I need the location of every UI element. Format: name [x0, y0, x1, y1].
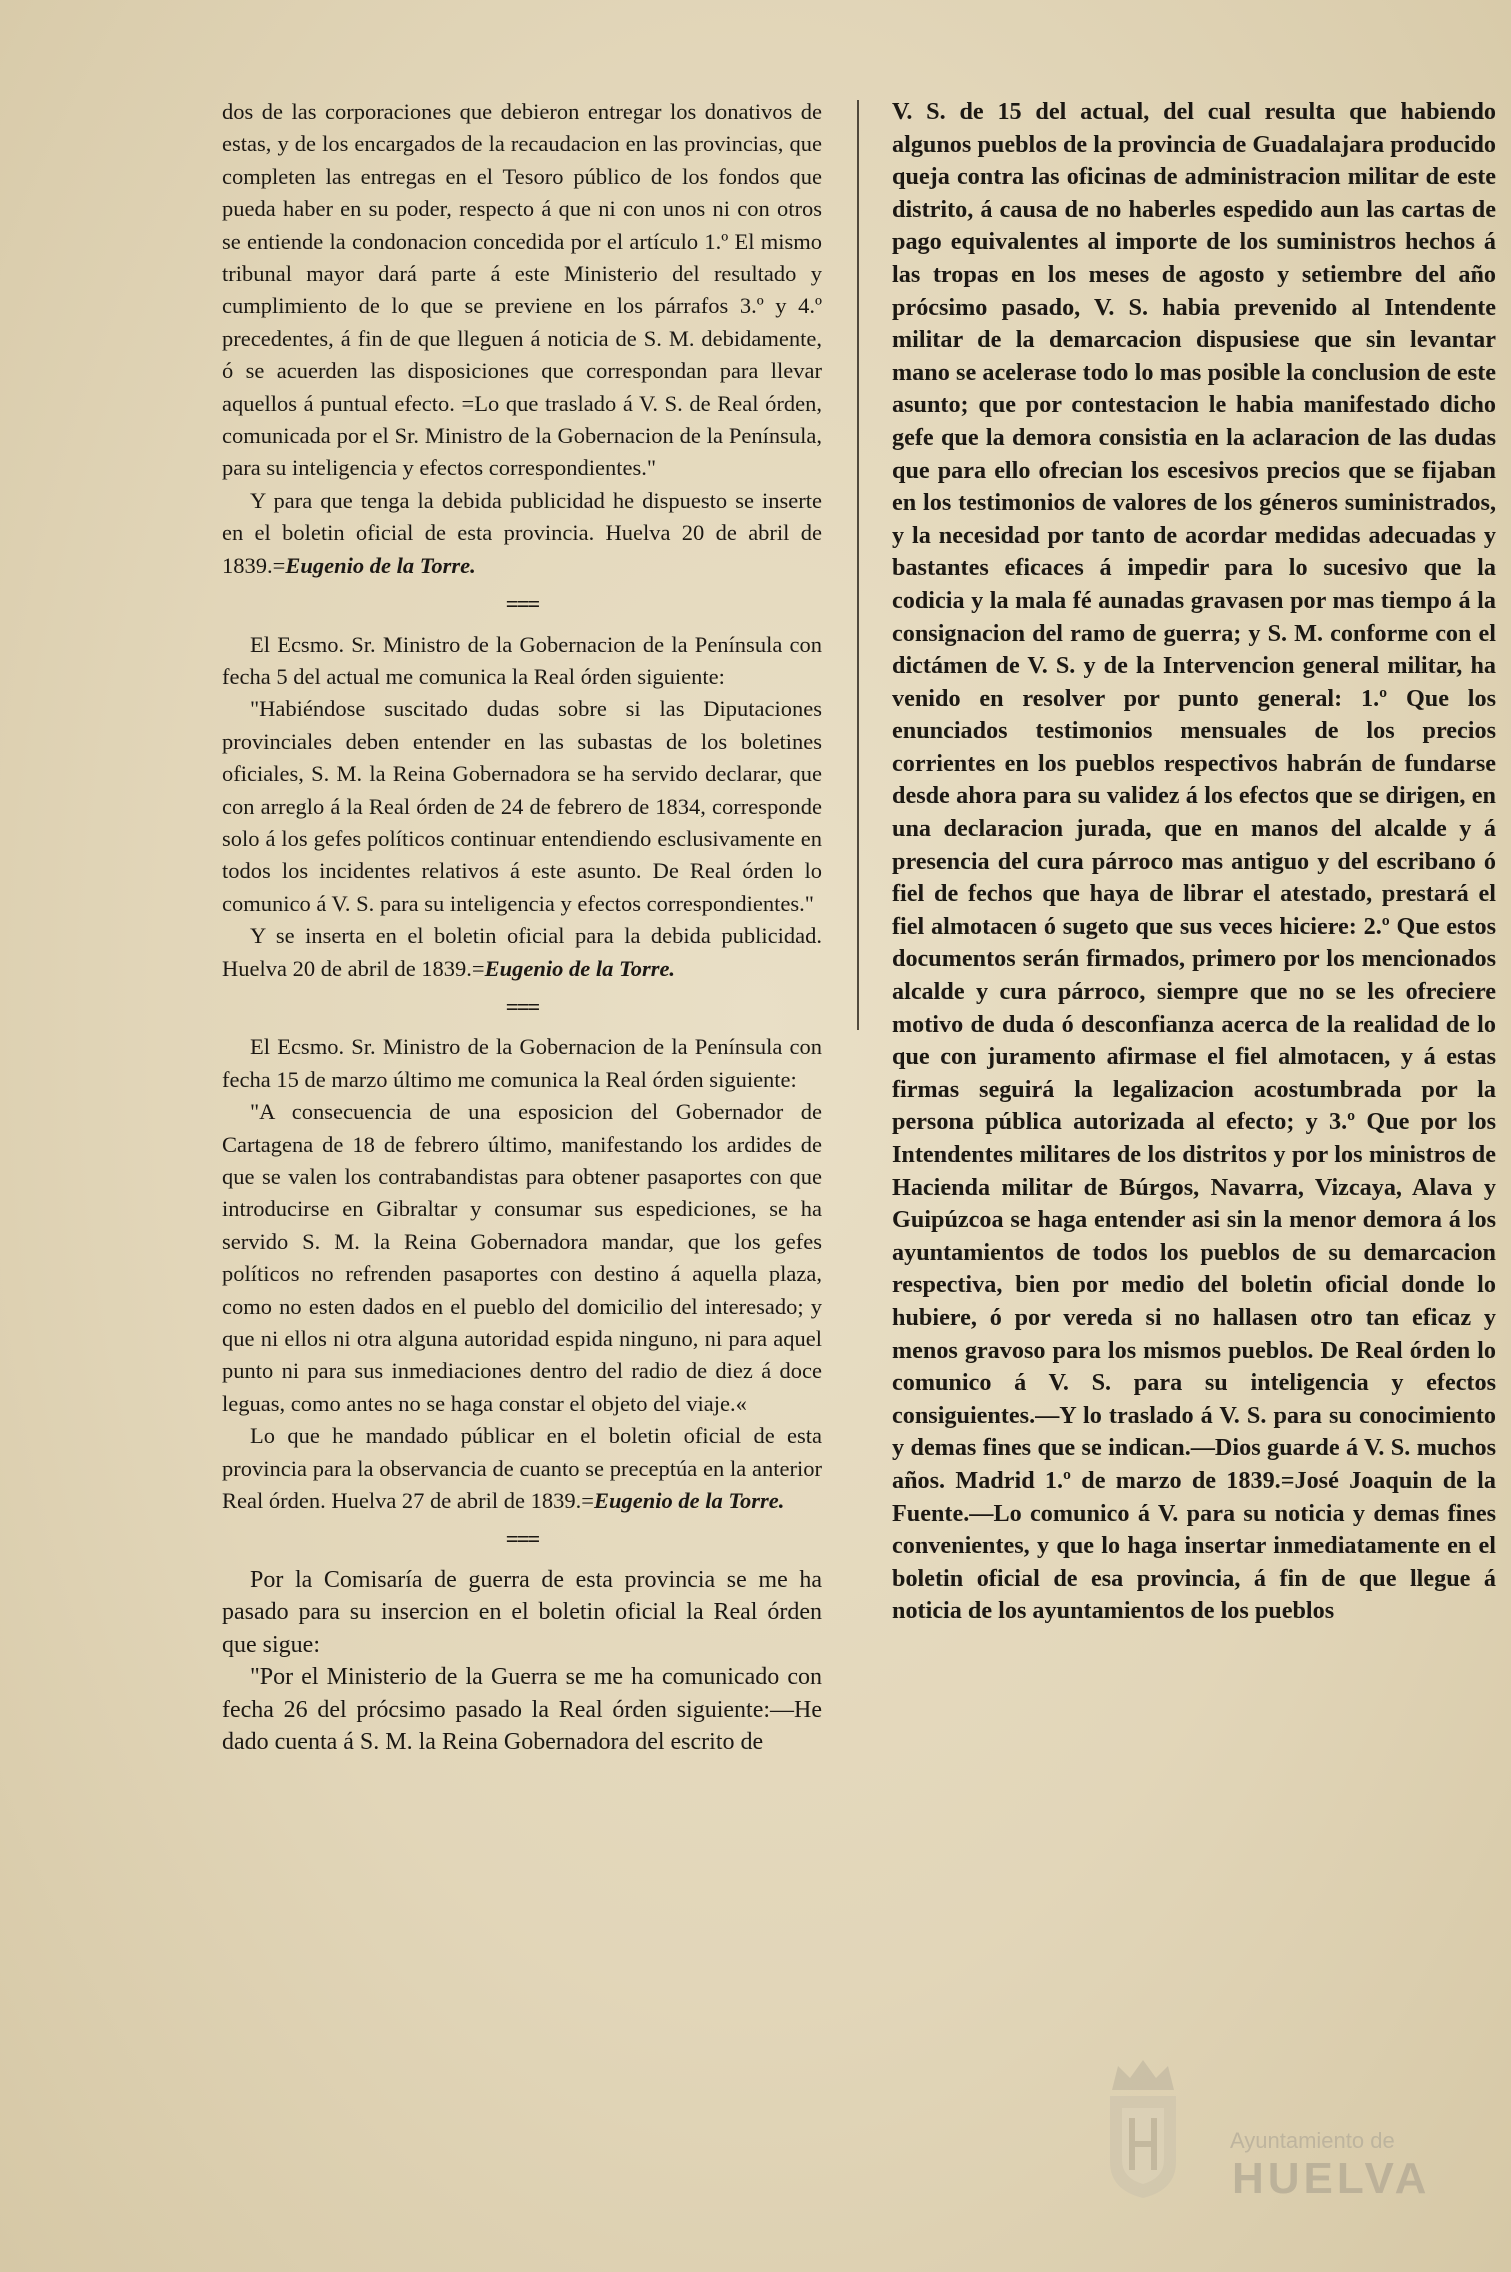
column-rule: [857, 100, 859, 1030]
right-column: [892, 96, 1496, 1628]
closing-paragraph: [222, 1420, 822, 1517]
order-intro: Por la Comisaría de guerra de esta provincia se me ha pasado para su insercion en el boletin oficial la Real órden que sigue:: [222, 1566, 822, 1658]
right-column-text: V. S. de 15 del actual, del cual resulta que habiendo algunos pueblos de la provincia de Guadalajara producido queja contra las oficinas de administracion militar de este distrito, á causa de no haberles espedido aun las cartas de pago equivalentes al importe de los suministros hechos á las tropas en los meses de agosto y setiembre del año prócsimo pasado, V. S. habia prevenido al Intendente militar de la demarcacion dispusiese que sin levantar mano se acelerase todo lo mas posible la conclusion de este asunto; que por contestacion le habia manifestado dicho gefe que la demora consistia en la aclaracion de las dudas que para ello ofrecian los escesivos precios que se fijaban en los testimonios de valores de los géneros suministrados, y la necesidad por tanto de acordar medidas adecuadas y bastantes eficaces á impedir para lo sucesivo que la codicia y la mala fé aunadas gravasen por mas tiempo á la consignacion del ramo de guerra; y S. M. conforme con el dictámen de V. S. y de la Intervencion general militar, ha venido en resolver por punto general: 1.º Que los enunciados testimonios mensuales de los precios corrientes en los pueblos respectivos habrán de fundarse desde ahora para su validez á los efectos que se dirigen, en una declaracion jurada, que en manos del alcalde y á presencia del cura párroco mas antiguo y del escribano ó fiel de fechos que haya de librar el atestado, prestará el fiel almotacen ó sugeto que sus veces hiciere: 2.º Que estos documentos serán firmados, primero por los mencionados alcalde y cura párroco, siempre que no se les ofreciere motivo de duda ó desconfianza acerca de la realidad de lo que con juramento afirmase el fiel almotacen, y á estas firmas seguirá la legalizacion acostumbrada por la persona pública autorizada al efecto; y 3.º Que por los Intendentes militares de los distritos y por los ministros de Hacienda militar de Búrgos, Navarra, Vizcaya, Alava y Guipúzcoa se haga entender asi sin la menor demora á los ayuntamientos de todos los pueblos de su demarcacion respectiva, bien por medio del boletin oficial donde lo hubiere, ó por vereda si no hallasen otro tan eficaz y menos gravoso para los mismos pueblos. De Real órden lo comunico á V. S. para su inteligencia y efectos consiguientes.—Y lo traslado á V. S. para su conocimiento y demas fines que se indican.—Dios guarde á V. S. muchos años. Madrid 1.º de marzo de 1839.=José Joaquin de la Fuente.—Lo comunico á V. para su noticia y demas fines convenientes, y que lo haga insertar inmediatamente en el boletin oficial de esa provincia, á fin de que llegue á noticia de los ayuntamientos de los pueblos: [892, 98, 1496, 1625]
signature: Eugenio de la Torre.: [484, 955, 676, 981]
section-separator: ===: [505, 993, 539, 1019]
signature: Eugenio de la Torre.: [593, 1488, 785, 1514]
watermark-line2: HUELVA: [1232, 2154, 1431, 2203]
continued-paragraph: dos de las corporaciones que debieron entregar los donativos de estas, y de los encargados de la recaudacion en las provincias, que completen las entregas en el Tesoro público de los fondos que pueda haber en su poder, respecto á que ni con unos ni con otros se entiende la condonacion concedida por el artículo 1.º El mismo tribunal mayor dará parte á este Ministerio del resultado y cumplimiento de lo que se previene en los párrafos 3.º y 4.º precedentes, á fin de que lleguen á noticia de S. M. debidamente, ó se acuerden las disposiciones que correspondan para llevar aquellos á puntual efecto. =Lo que traslado á V. S. de Real órden, comunicada por el Sr. Ministro de la Gobernacion de la Península, para su inteligencia y efectos correspondientes.": [222, 99, 822, 481]
section-separator: ===: [505, 1526, 539, 1552]
order-intro: El Ecsmo. Sr. Ministro de la Gobernacion de la Península con fecha 5 del actual me comunica la Real órden siguiente:: [222, 631, 822, 689]
closing-paragraph: [222, 485, 822, 582]
closing-text: Y se inserta en el boletin oficial para la debida publicidad. Huelva 20 de abril de 1839.=: [222, 923, 822, 981]
left-column: [222, 96, 822, 1758]
order-quote: "A consecuencia de una esposicion del Gobernador de Cartagena de 18 de febrero último, manifestando los ardides de que se valen los contrabandistas para obtener pasaportes con que introducirse en Gibraltar y consumar sus espediciones, se ha servido S. M. la Reina Gobernadora mandar, que los gefes políticos no refrenden pasaportes con destino á aquella plaza, como no esten dados en el pueblo del domicilio del interesado; y que ni ellos ni otra alguna autoridad espida ninguno, ni para aquel punto ni para sus inmediaciones dentro del radio de diez á doce leguas, como antes no se haga constar el objeto del viaje.«: [222, 1099, 822, 1416]
closing-text: Lo que he mandado públicar en el boletin oficial de esta provincia para la observancia de cuanto se preceptúa en la anterior Real órden. Huelva 27 de abril de 1839.=: [222, 1423, 822, 1514]
signature: Eugenio de la Torre.: [285, 552, 476, 578]
watermark-line1: Ayuntamiento de: [1230, 2128, 1395, 2153]
closing-paragraph: [222, 920, 822, 985]
section-separator: ===: [505, 591, 539, 617]
order-intro: El Ecsmo. Sr. Ministro de la Gobernacion de la Península con fecha 15 de marzo último me comunica la Real órden siguiente:: [222, 1034, 822, 1092]
order-quote: "Habiéndose suscitado dudas sobre si las Diputaciones provinciales deben entender en las subastas de los boletines oficiales, S. M. la Reina Gobernadora se ha servido declarar, que con arreglo á la Real órden de 24 de febrero de 1834, corresponde solo á los gefes políticos continuar entendiendo esclusivamente en todos los incidentes relativos á este asunto. De Real órden lo comunico á V. S. para su inteligencia y efectos correspondientes.": [222, 696, 822, 916]
closing-text: Y para que tenga la debida publicidad he dispuesto se inserte en el boletin oficial de esta provincia. Huelva 20 de abril de 1839.=: [222, 487, 822, 578]
order-quote: "Por el Ministerio de la Guerra se me ha comunicado con fecha 26 del prócsimo pasado la Real órden siguiente:—He dado cuenta á S. M. la Reina Gobernadora del escrito de: [222, 1664, 822, 1755]
huelva-crest-icon: [1098, 2052, 1188, 2202]
